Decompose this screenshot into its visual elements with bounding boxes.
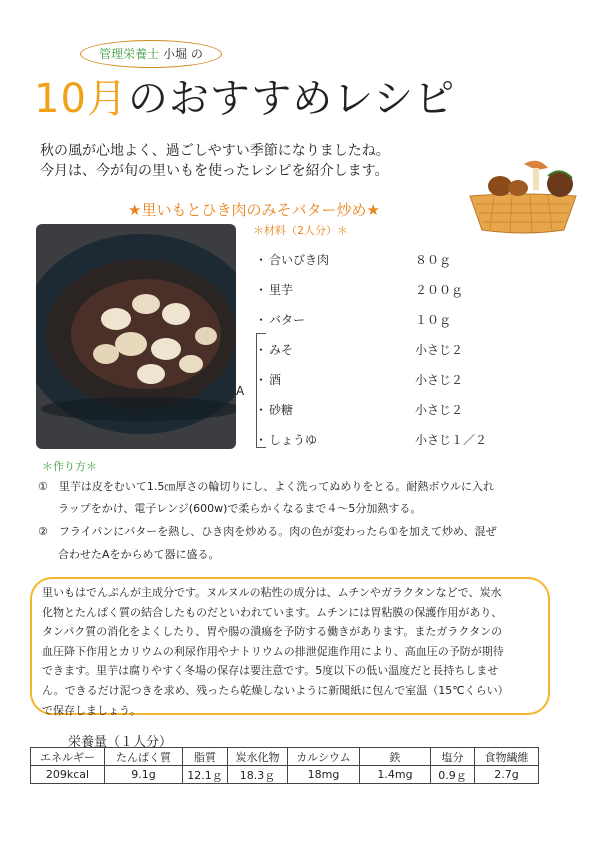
ingredient-row: ・ しょうゆ 小さじ１／２ — [255, 433, 488, 447]
ingredient-row: ・ みそ 小さじ２ — [255, 343, 464, 357]
table-header-row — [31, 748, 539, 766]
page-title — [34, 74, 455, 124]
author-name: 小堀 の — [159, 47, 203, 61]
ingredient-name: 里芋 — [269, 283, 294, 297]
ingredient-amount: 小さじ１／２ — [415, 433, 488, 447]
table-header-cell: 脂質 — [183, 748, 228, 766]
note-line: 里いもはでんぷんが主成分です。ヌルヌルの粘性の成分は、ムチンやガラクタンなどで、炭水 — [42, 586, 502, 599]
table-cell: 1.4mg — [360, 766, 431, 784]
table-cell: 209kcal — [31, 766, 105, 784]
table-cell: 0.9ｇ — [431, 766, 475, 784]
note-line: できます。里芋は腐りやすく冬場の保存は要注意です。5度以下の低い温度だと長持ちしませ — [42, 664, 499, 678]
author-bubble — [80, 40, 222, 68]
ingredient-amount: 小さじ２ — [415, 343, 464, 357]
table-row — [31, 766, 539, 784]
page-title-month: 10月 — [34, 76, 128, 122]
ingredient-amount: ２００ｇ — [415, 283, 464, 297]
table-header-cell: エネルギー — [31, 748, 105, 766]
page-title-rest: のおすすめレシピ — [127, 76, 456, 122]
ingredient-name: 酒 — [269, 373, 282, 387]
step-line: ① 里芋は皮をむいて1.5㎝厚さの輪切りにし、よく洗ってぬめりをとる。耐熱ボウルに入れ — [38, 480, 495, 493]
step-line: ラップをかけ、電子レンジ(600w)で柔らかくなるまで４～5分加熱する。 — [58, 502, 422, 515]
ingredient-amount: 小さじ２ — [415, 373, 464, 387]
ingredient-name: 砂糖 — [269, 403, 294, 417]
note-line: ん。できるだけ泥つきを求め、残ったら乾燥しないように新聞紙に包んで室温（15℃くらい） — [42, 683, 509, 697]
ingredient-row: ・ 砂糖 小さじ２ — [255, 403, 464, 417]
ingredient-amount: 小さじ２ — [415, 403, 464, 417]
table-header-cell: 炭水化物 — [228, 748, 288, 766]
recipe-title: ★里いもとひき肉のみそバター炒め★ — [128, 201, 380, 219]
nutrition-note-box — [30, 577, 550, 715]
ingredient-name: しょうゆ — [269, 433, 318, 447]
intro-line: 今月は、今が旬の里いもを使ったレシピを紹介します。 — [40, 163, 389, 179]
ingredient-name: バター — [269, 313, 306, 327]
intro-line: 秋の風が心地よく、過ごしやすい季節になりましたね。 — [40, 143, 390, 159]
dish-photo — [36, 224, 236, 449]
ingredients-heading: ＊材料（2人分）＊ — [253, 224, 348, 237]
group-label: A — [236, 384, 245, 398]
ingredient-name: みそ — [269, 343, 294, 357]
ingredient-row: ・ バター １０ｇ — [255, 313, 452, 327]
table-cell: 2.7g — [475, 766, 539, 784]
step-line: 合わせたAをからめて器に盛る。 — [58, 548, 220, 561]
table-cell: 18.3ｇ — [228, 766, 288, 784]
note-line: で保存しましょう。 — [42, 703, 141, 717]
table-header-cell: カルシウム — [288, 748, 360, 766]
steps-heading: ＊作り方＊ — [42, 460, 97, 473]
autumn-basket-illustration — [464, 156, 582, 236]
table-cell: 9.1g — [105, 766, 183, 784]
note-line: 化物とたんぱく質の結合したものだといわれています。ムチンには胃粘膜の保護作用があり、 — [42, 605, 503, 619]
ingredient-row: ・ 酒 小さじ２ — [255, 373, 464, 387]
table-cell: 12.1ｇ — [183, 766, 228, 784]
note-line: タンパク質の消化をよくしたり、胃や腸の潰瘍を予防する働きがあります。またガラクタンの — [42, 625, 503, 639]
step-line: ② フライパンにバターを熱し、ひき肉を炒める。肉の色が変わったら①を加えて炒め、混ぜ — [38, 525, 497, 538]
ingredient-amount: ８０ｇ — [415, 253, 452, 267]
ingredient-name: 合いびき肉 — [269, 253, 330, 267]
table-header-cell: 塩分 — [431, 748, 475, 766]
author-role: 管理栄養士 — [99, 47, 160, 61]
ingredient-row: ・ 里芋 ２００ｇ — [255, 283, 464, 297]
table-header-cell: たんぱく質 — [105, 748, 183, 766]
ingredient-row: ・ 合いびき肉 ８０ｇ — [255, 253, 452, 267]
note-line: 血圧降下作用とカリウムの利尿作用やナトリウムの排泄促進作用により、高血圧の予防が期待 — [42, 644, 504, 658]
nutrition-table — [30, 747, 539, 784]
table-header-cell: 鉄 — [360, 748, 431, 766]
nutrition-title: 栄養量（１人分） — [68, 735, 173, 750]
table-header-cell: 食物繊維 — [475, 748, 539, 766]
table-cell: 18mg — [288, 766, 360, 784]
ingredient-amount: １０ｇ — [415, 313, 452, 327]
